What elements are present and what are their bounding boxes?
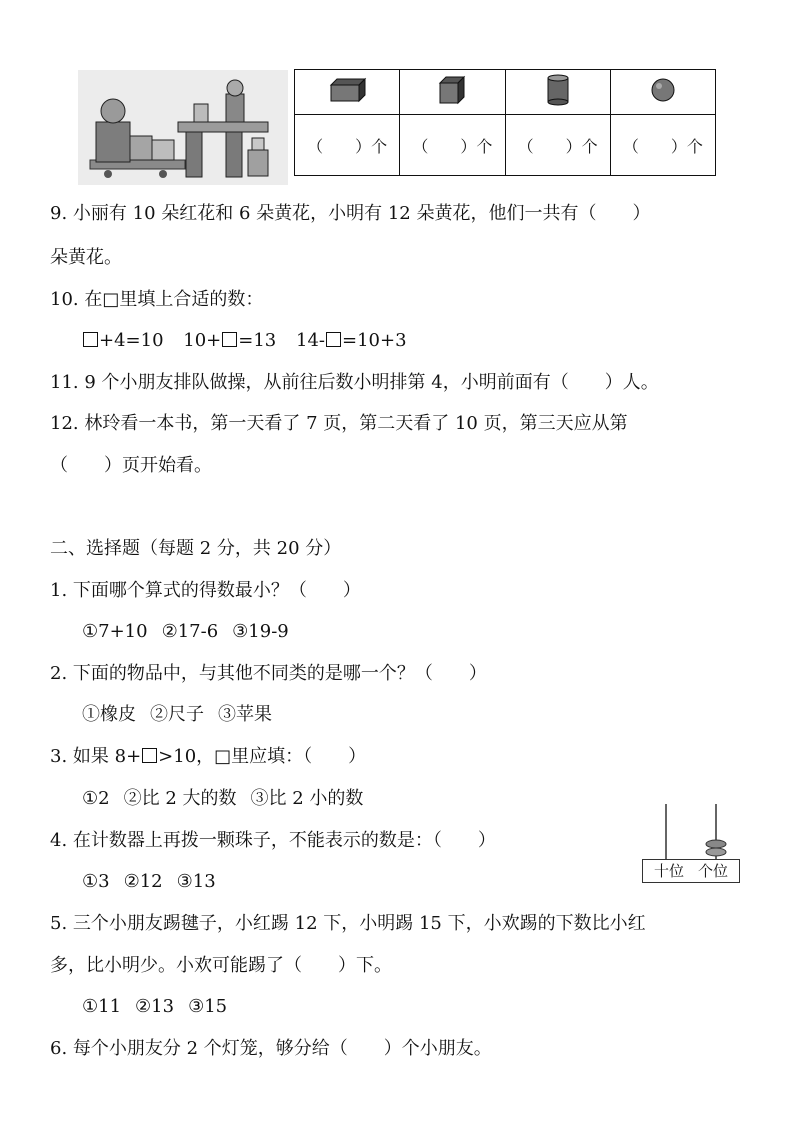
q10-expr3-before: 14- <box>296 330 325 351</box>
q12-line1: 12. 林玲看一本书，第一天看了 7 页，第二天看了 10 页，第三天应从第 <box>50 413 628 434</box>
mc1-question: 1. 下面哪个算式的得数最小？（ ） <box>50 580 361 601</box>
sphere-count-blank[interactable]: （ ）个 <box>610 115 715 176</box>
q9-line1: 9. 小丽有 10 朵红花和 6 朵黄花，小明有 12 朵黄花，他们一共有（ ） <box>50 203 651 224</box>
option-2[interactable]: ②比 2 大的数 <box>123 788 237 809</box>
option-2[interactable]: ②尺子 <box>150 704 204 725</box>
abacus-base <box>642 859 740 883</box>
cuboid-icon <box>327 77 367 103</box>
shapes-figure <box>78 60 794 185</box>
mc5-options <box>82 995 227 1019</box>
cube-cell <box>400 70 505 115</box>
q10-expr1: +4=10 <box>99 330 164 351</box>
sphere-icon <box>649 76 677 104</box>
q10-expr2-after: =13 <box>238 330 277 351</box>
option-3[interactable]: ③15 <box>188 996 228 1017</box>
mc2-question: 2. 下面的物品中，与其他不同类的是哪一个？（ ） <box>50 663 487 684</box>
q10-prompt: 10. 在□里填上合适的数： <box>50 289 264 310</box>
abacus-rods-icon <box>638 800 744 860</box>
counting-abacus <box>638 800 744 886</box>
mc5-line2: 多，比小明少。小欢可能踢了（ ）下。 <box>50 955 392 976</box>
option-3[interactable]: ③13 <box>176 871 216 892</box>
blank-box-icon[interactable] <box>83 332 98 347</box>
q10-expr3-after: =10+3 <box>342 330 407 351</box>
blank-box-icon[interactable] <box>142 748 157 763</box>
mc1-options <box>82 620 289 644</box>
blank-box-icon[interactable] <box>326 332 341 347</box>
cuboid-cell <box>295 70 400 115</box>
option-3[interactable]: ③比 2 小的数 <box>250 788 364 809</box>
mc4-options <box>82 870 216 894</box>
mc3-question-before: 3. 如果 8+ <box>50 746 142 767</box>
mc6-question: 6. 每个小朋友分 2 个灯笼，够分给（ ）个小朋友。 <box>50 1038 492 1059</box>
q9-line2: 朵黄花。 <box>50 247 122 268</box>
section-title: 二、选择题（每题 2 分，共 20 分） <box>50 538 342 559</box>
shape-count-table <box>294 69 716 176</box>
option-1[interactable]: ①7+10 <box>82 621 148 642</box>
mc5-line1: 5. 三个小朋友踢毽子，小红踢 12 下，小明踢 15 下，小欢踢的下数比小红 <box>50 913 646 934</box>
option-3[interactable]: ③苹果 <box>218 704 272 725</box>
mc3-question-after: >10，□里应填：（ ） <box>158 746 367 767</box>
option-2[interactable]: ②12 <box>123 871 163 892</box>
stacked-solids-illustration <box>78 70 288 185</box>
option-1[interactable]: ①2 <box>82 788 110 809</box>
q11-line1: 11. 9 个小朋友排队做操，从前往后数小明排第 4，小明前面有（ ）人。 <box>50 372 659 393</box>
cylinder-cell <box>505 70 610 115</box>
q10-expr2-before: 10+ <box>183 330 222 351</box>
cylinder-count-blank[interactable]: （ ）个 <box>505 115 610 176</box>
cube-count-blank[interactable]: （ ）个 <box>400 115 505 176</box>
option-2[interactable]: ②17-6 <box>161 621 219 642</box>
q12-line2: （ ）页开始看。 <box>50 455 212 476</box>
sphere-cell <box>610 70 715 115</box>
cube-icon <box>436 75 468 105</box>
option-1[interactable]: ①橡皮 <box>82 704 136 725</box>
ones-label: 个位 <box>697 862 728 880</box>
blank-box-icon[interactable] <box>222 332 237 347</box>
mc3-question <box>50 745 366 769</box>
option-3[interactable]: ③19-9 <box>232 621 289 642</box>
cylinder-icon <box>544 73 572 107</box>
option-2[interactable]: ②13 <box>135 996 175 1017</box>
mc4-question: 4. 在计数器上再拨一颗珠子，不能表示的数是：（ ） <box>50 830 496 851</box>
option-1[interactable]: ①11 <box>82 996 122 1017</box>
ones-bead <box>706 848 726 856</box>
option-1[interactable]: ①3 <box>82 871 110 892</box>
tens-label: 十位 <box>653 862 684 880</box>
ones-bead <box>706 840 726 848</box>
mc3-options <box>82 787 363 811</box>
q10-expressions <box>82 329 407 353</box>
cuboid-count-blank[interactable]: （ ）个 <box>295 115 400 176</box>
mc2-options <box>82 703 272 727</box>
